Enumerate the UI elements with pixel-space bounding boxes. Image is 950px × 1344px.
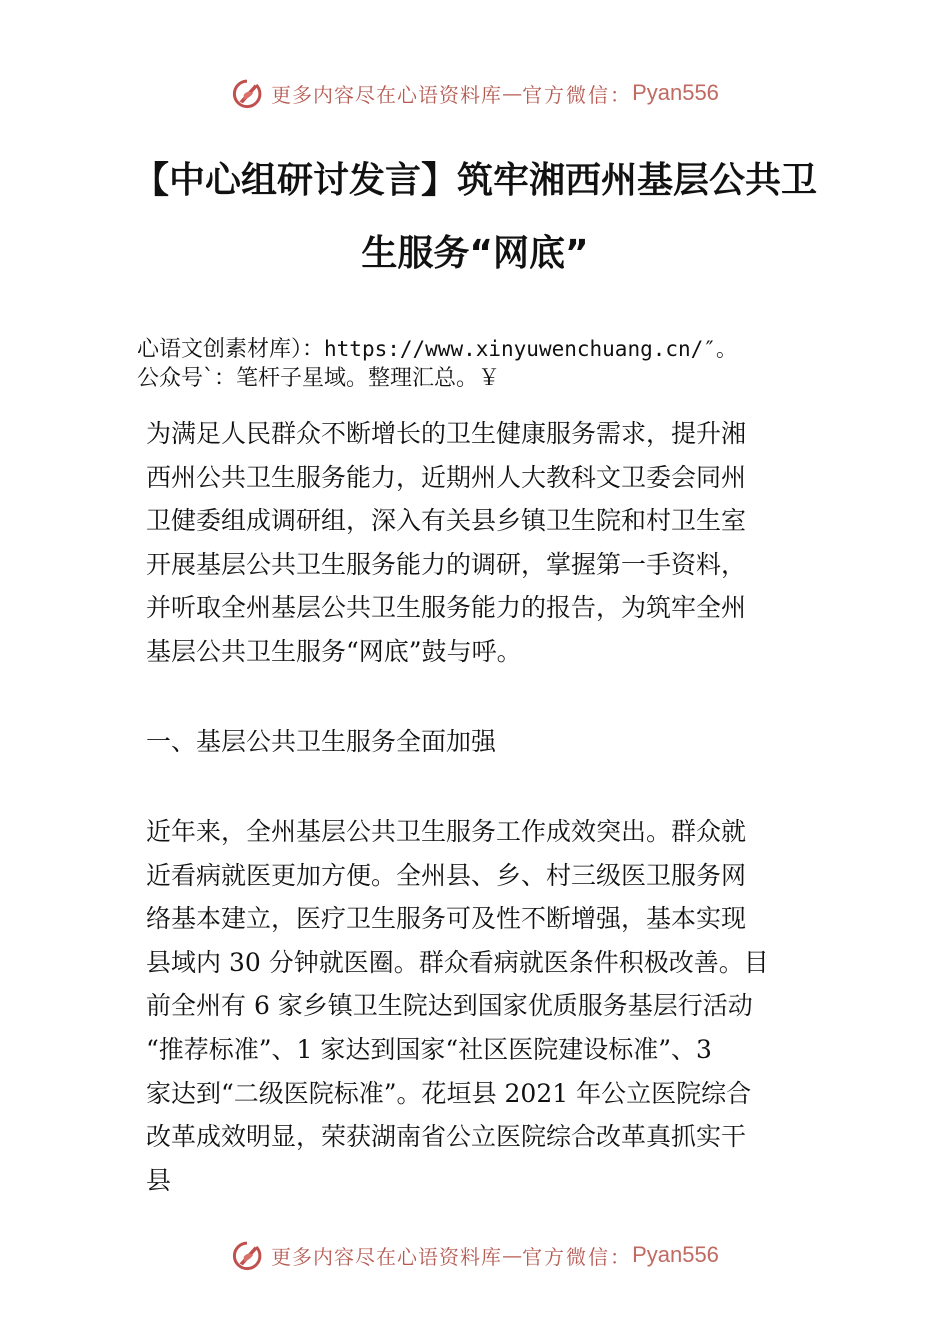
- source-line-1: [137, 336, 737, 363]
- document-title-line-2: 生服务“网底”: [361, 233, 589, 274]
- paragraph-line: 改革成效明显，荣获湖南省公立医院综合改革真抓实干: [146, 1122, 747, 1152]
- paragraph-line: 卫健委组成调研组，深入有关县乡镇卫生院和村卫生室: [146, 506, 747, 536]
- section-heading-1: 一、基层公共卫生服务全面加强: [146, 727, 497, 756]
- banner-wechat-id: Pyan556: [632, 80, 719, 105]
- document-title-line-1: 【中心组研讨发言】筑牢湘西州基层公共卫: [132, 160, 817, 201]
- paragraph-line: 为满足人民群众不断增长的卫生健康服务需求，提升湘: [146, 419, 747, 448]
- paragraph-line: 家达到“二级医院标准”。花垣县 2021 年公立医院综合: [146, 1078, 752, 1108]
- red-brush-seal-icon: [231, 76, 265, 110]
- paragraph-line: 西州公共卫生服务能力，近期州人大教科文卫委会同州: [146, 462, 747, 492]
- paragraph-line: 近看病就医更加方便。全州县、乡、村三级医卫服务网: [146, 860, 747, 890]
- source-prefix: 心语文创素材库）：: [137, 337, 325, 362]
- banner-text: 更多内容尽在心语资料库: [271, 1244, 503, 1269]
- banner-wechat-label: 官方微信：: [522, 1244, 633, 1269]
- banner-wechat-label: 官方微信：: [522, 82, 633, 107]
- paragraph-line: 近年来，全州基层公共卫生服务工作成效突出。群众就: [146, 817, 747, 846]
- paragraph-line: 开展基层公共卫生服务能力的调研，掌握第一手资料，: [146, 549, 747, 579]
- paragraph-line: 并听取全州基层公共卫生服务能力的报告，为筑牢全州: [146, 593, 747, 623]
- paragraph-intro: [146, 412, 816, 674]
- header-banner: [0, 70, 950, 116]
- banner-separator: —: [502, 81, 523, 105]
- banner-text: 更多内容尽在心语资料库: [271, 82, 503, 107]
- banner-wechat-id: Pyan556: [632, 1242, 719, 1267]
- paragraph-line: “推荐标准”、1 家达到国家“社区医院建设标准”、3: [146, 1034, 712, 1064]
- banner-separator: —: [502, 1243, 523, 1267]
- paragraph-line: 前全州有 6 家乡镇卫生院达到国家优质服务基层行活动: [146, 991, 753, 1021]
- source-url: https://www.xinyuwenchuang.cn/″。: [324, 337, 737, 361]
- paragraph-line: 县: [146, 1165, 172, 1195]
- footer-banner: [0, 1232, 950, 1278]
- source-line-2: 公众号`：笔杆子星域。整理汇总。￥: [137, 366, 501, 391]
- paragraph-line: 基层公共卫生服务“网底”鼓与呼。: [146, 636, 522, 666]
- paragraph-line: 县域内 30 分钟就医圈。群众看病就医条件积极改善。目: [146, 947, 769, 977]
- paragraph-line: 络基本建立，医疗卫生服务可及性不断增强，基本实现: [146, 904, 747, 934]
- red-brush-seal-icon: [231, 1238, 265, 1272]
- paragraph-section-1: [146, 810, 816, 1202]
